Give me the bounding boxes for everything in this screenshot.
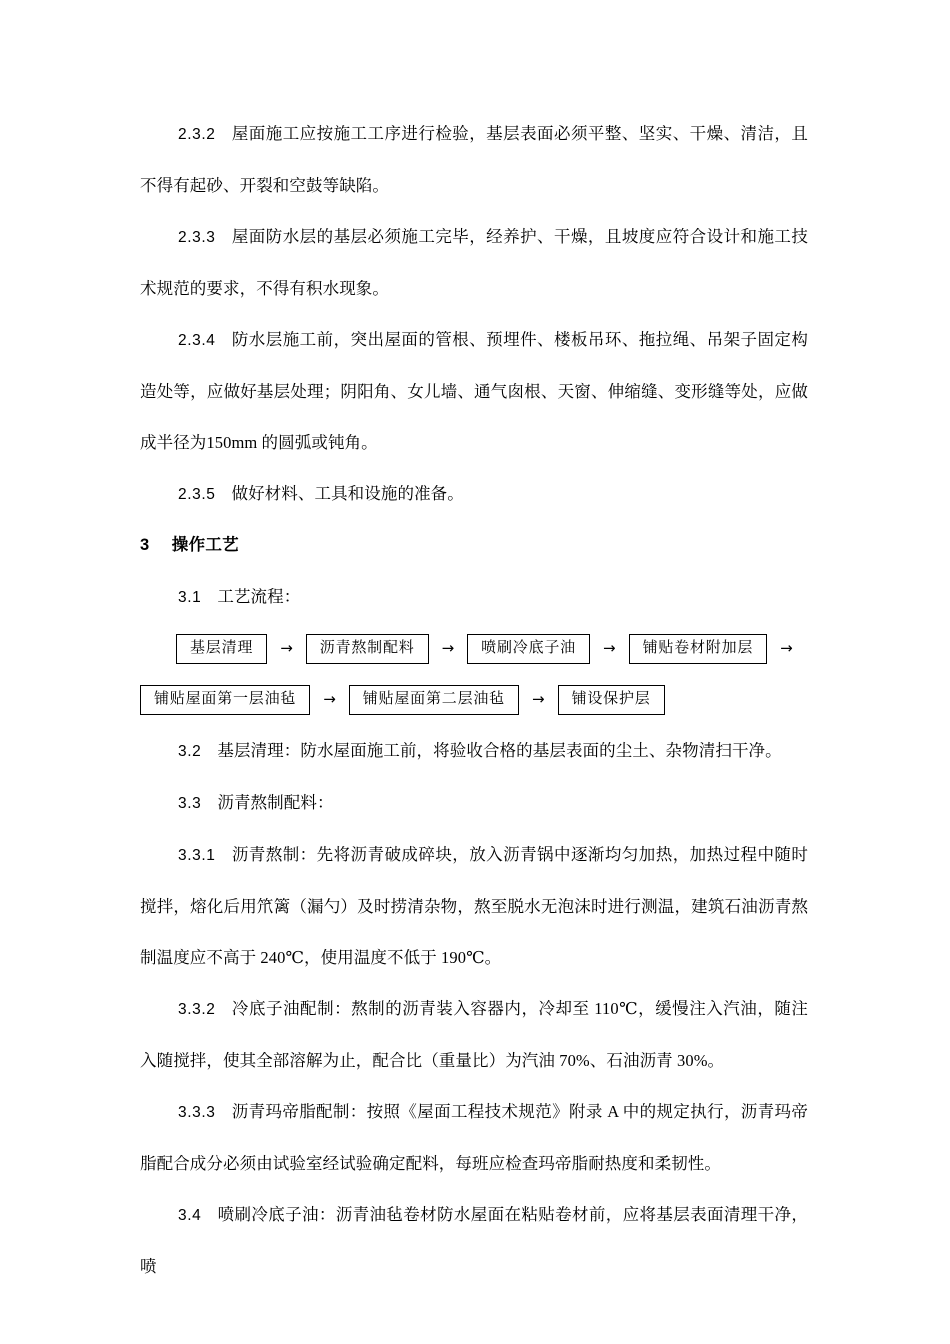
clause-3-3-2 <box>140 983 808 1086</box>
clause-3-1 <box>140 571 808 623</box>
section-heading-3-text: 操作工艺 <box>171 536 239 554</box>
flow-arrow-icon: → <box>780 639 793 657</box>
clause-3-4 <box>140 1189 808 1292</box>
clause-3-1-text: 工艺流程： <box>217 587 301 606</box>
clause-3-1-number: 3.1 <box>178 589 202 606</box>
clause-2-3-3 <box>140 211 808 314</box>
clause-2-3-3-text: 屋面防水层的基层必须施工完毕，经养护、干燥，且坡度应符合设计和施工技术规范的要求，不得有积水现象。 <box>140 227 808 298</box>
flow-arrow-icon: → <box>531 690 545 708</box>
clause-3-3-1-text: 沥青熬制：先将沥青破成碎块，放入沥青锅中逐渐均匀加热，加热过程中随时搅拌，熔化后用笊篱（漏勺）及时捞清杂物，熬至脱水无泡沫时进行测温，建筑石油沥青熬制温度应不高于 240℃，使用温度不低于 190℃。 <box>140 845 808 967</box>
clause-3-3-3 <box>140 1086 808 1189</box>
process-flow-chart <box>140 623 808 725</box>
clause-2-3-4-text: 防水层施工前，突出屋面的管根、预埋件、楼板吊环、拖拉绳、吊架子固定构造处等，应做好基层处理；阴阳角、女儿墙、通气囱根、天窗、伸缩缝、变形缝等处，应做成半径为150mm 的圆弧或钝角。 <box>140 330 808 452</box>
clause-2-3-2-number: 2.3.2 <box>178 126 216 143</box>
page-content <box>140 108 808 1292</box>
flow-step-second-felt-layer: 铺贴屋面第二层油毡 <box>349 685 519 715</box>
clause-3-3 <box>140 777 808 829</box>
flow-step-spray-primer: 喷刷冷底子油 <box>467 634 590 664</box>
clause-2-3-5-text: 做好材料、工具和设施的准备。 <box>231 484 464 503</box>
flow-step-additional-layer: 铺贴卷材附加层 <box>629 634 768 664</box>
clause-2-3-4 <box>140 314 808 468</box>
clause-3-3-3-text: 沥青玛帝脂配制：按照《屋面工程技术规范》附录 A 中的规定执行，沥青玛帝脂配合成分必须由试验室经试验确定配料，每班应检查玛帝脂耐热度和柔韧性。 <box>140 1102 808 1173</box>
clause-3-3-number: 3.3 <box>178 795 202 812</box>
clause-3-3-1-number: 3.3.1 <box>178 847 216 864</box>
flow-arrow-icon: → <box>441 639 455 657</box>
clause-3-3-2-number: 3.3.2 <box>178 1001 216 1018</box>
clause-3-3-2-text: 冷底子油配制：熬制的沥青装入容器内，冷却至 110℃，缓慢注入汽油，随注入随搅拌，使其全部溶解为止，配合比（重量比）为汽油 70%、石油沥青 30%。 <box>140 999 808 1070</box>
flow-arrow-icon: → <box>323 690 336 708</box>
clause-2-3-3-number: 2.3.3 <box>178 229 216 246</box>
clause-3-3-3-number: 3.3.3 <box>178 1104 216 1121</box>
clause-3-2 <box>140 725 808 777</box>
clause-3-2-number: 3.2 <box>178 743 202 760</box>
clause-3-3-text: 沥青熬制配料： <box>217 793 334 812</box>
flow-arrow-icon: → <box>602 639 616 657</box>
clause-3-3-1 <box>140 829 808 983</box>
flow-chart-row-2 <box>140 674 808 725</box>
clause-3-2-text: 基层清理：防水屋面施工前，将验收合格的基层表面的尘土、杂物清扫干净。 <box>217 741 782 760</box>
clause-3-4-number: 3.4 <box>178 1207 202 1224</box>
clause-2-3-5-number: 2.3.5 <box>178 486 216 503</box>
clause-2-3-4-number: 2.3.4 <box>178 332 216 349</box>
flow-step-first-felt-layer: 铺贴屋面第一层油毡 <box>140 685 310 715</box>
flow-step-base-cleaning: 基层清理 <box>176 634 267 664</box>
flow-chart-row-1 <box>140 623 808 674</box>
flow-arrow-icon: → <box>280 639 293 657</box>
flow-step-asphalt-boiling: 沥青熬制配料 <box>306 634 429 664</box>
clause-2-3-5 <box>140 468 808 520</box>
clause-2-3-2-text: 屋面施工应按施工工序进行检验，基层表面必须平整、坚实、干燥、清洁，且不得有起砂、开裂和空鼓等缺陷。 <box>140 124 808 195</box>
flow-step-protective-layer: 铺设保护层 <box>558 685 665 715</box>
clause-3-4-text: 喷刷冷底子油：沥青油毡卷材防水屋面在粘贴卷材前，应将基层表面清理干净，喷 <box>140 1205 808 1276</box>
clause-2-3-2 <box>140 108 808 211</box>
section-heading-3-number: 3 <box>140 536 150 554</box>
section-heading-3 <box>140 520 808 571</box>
